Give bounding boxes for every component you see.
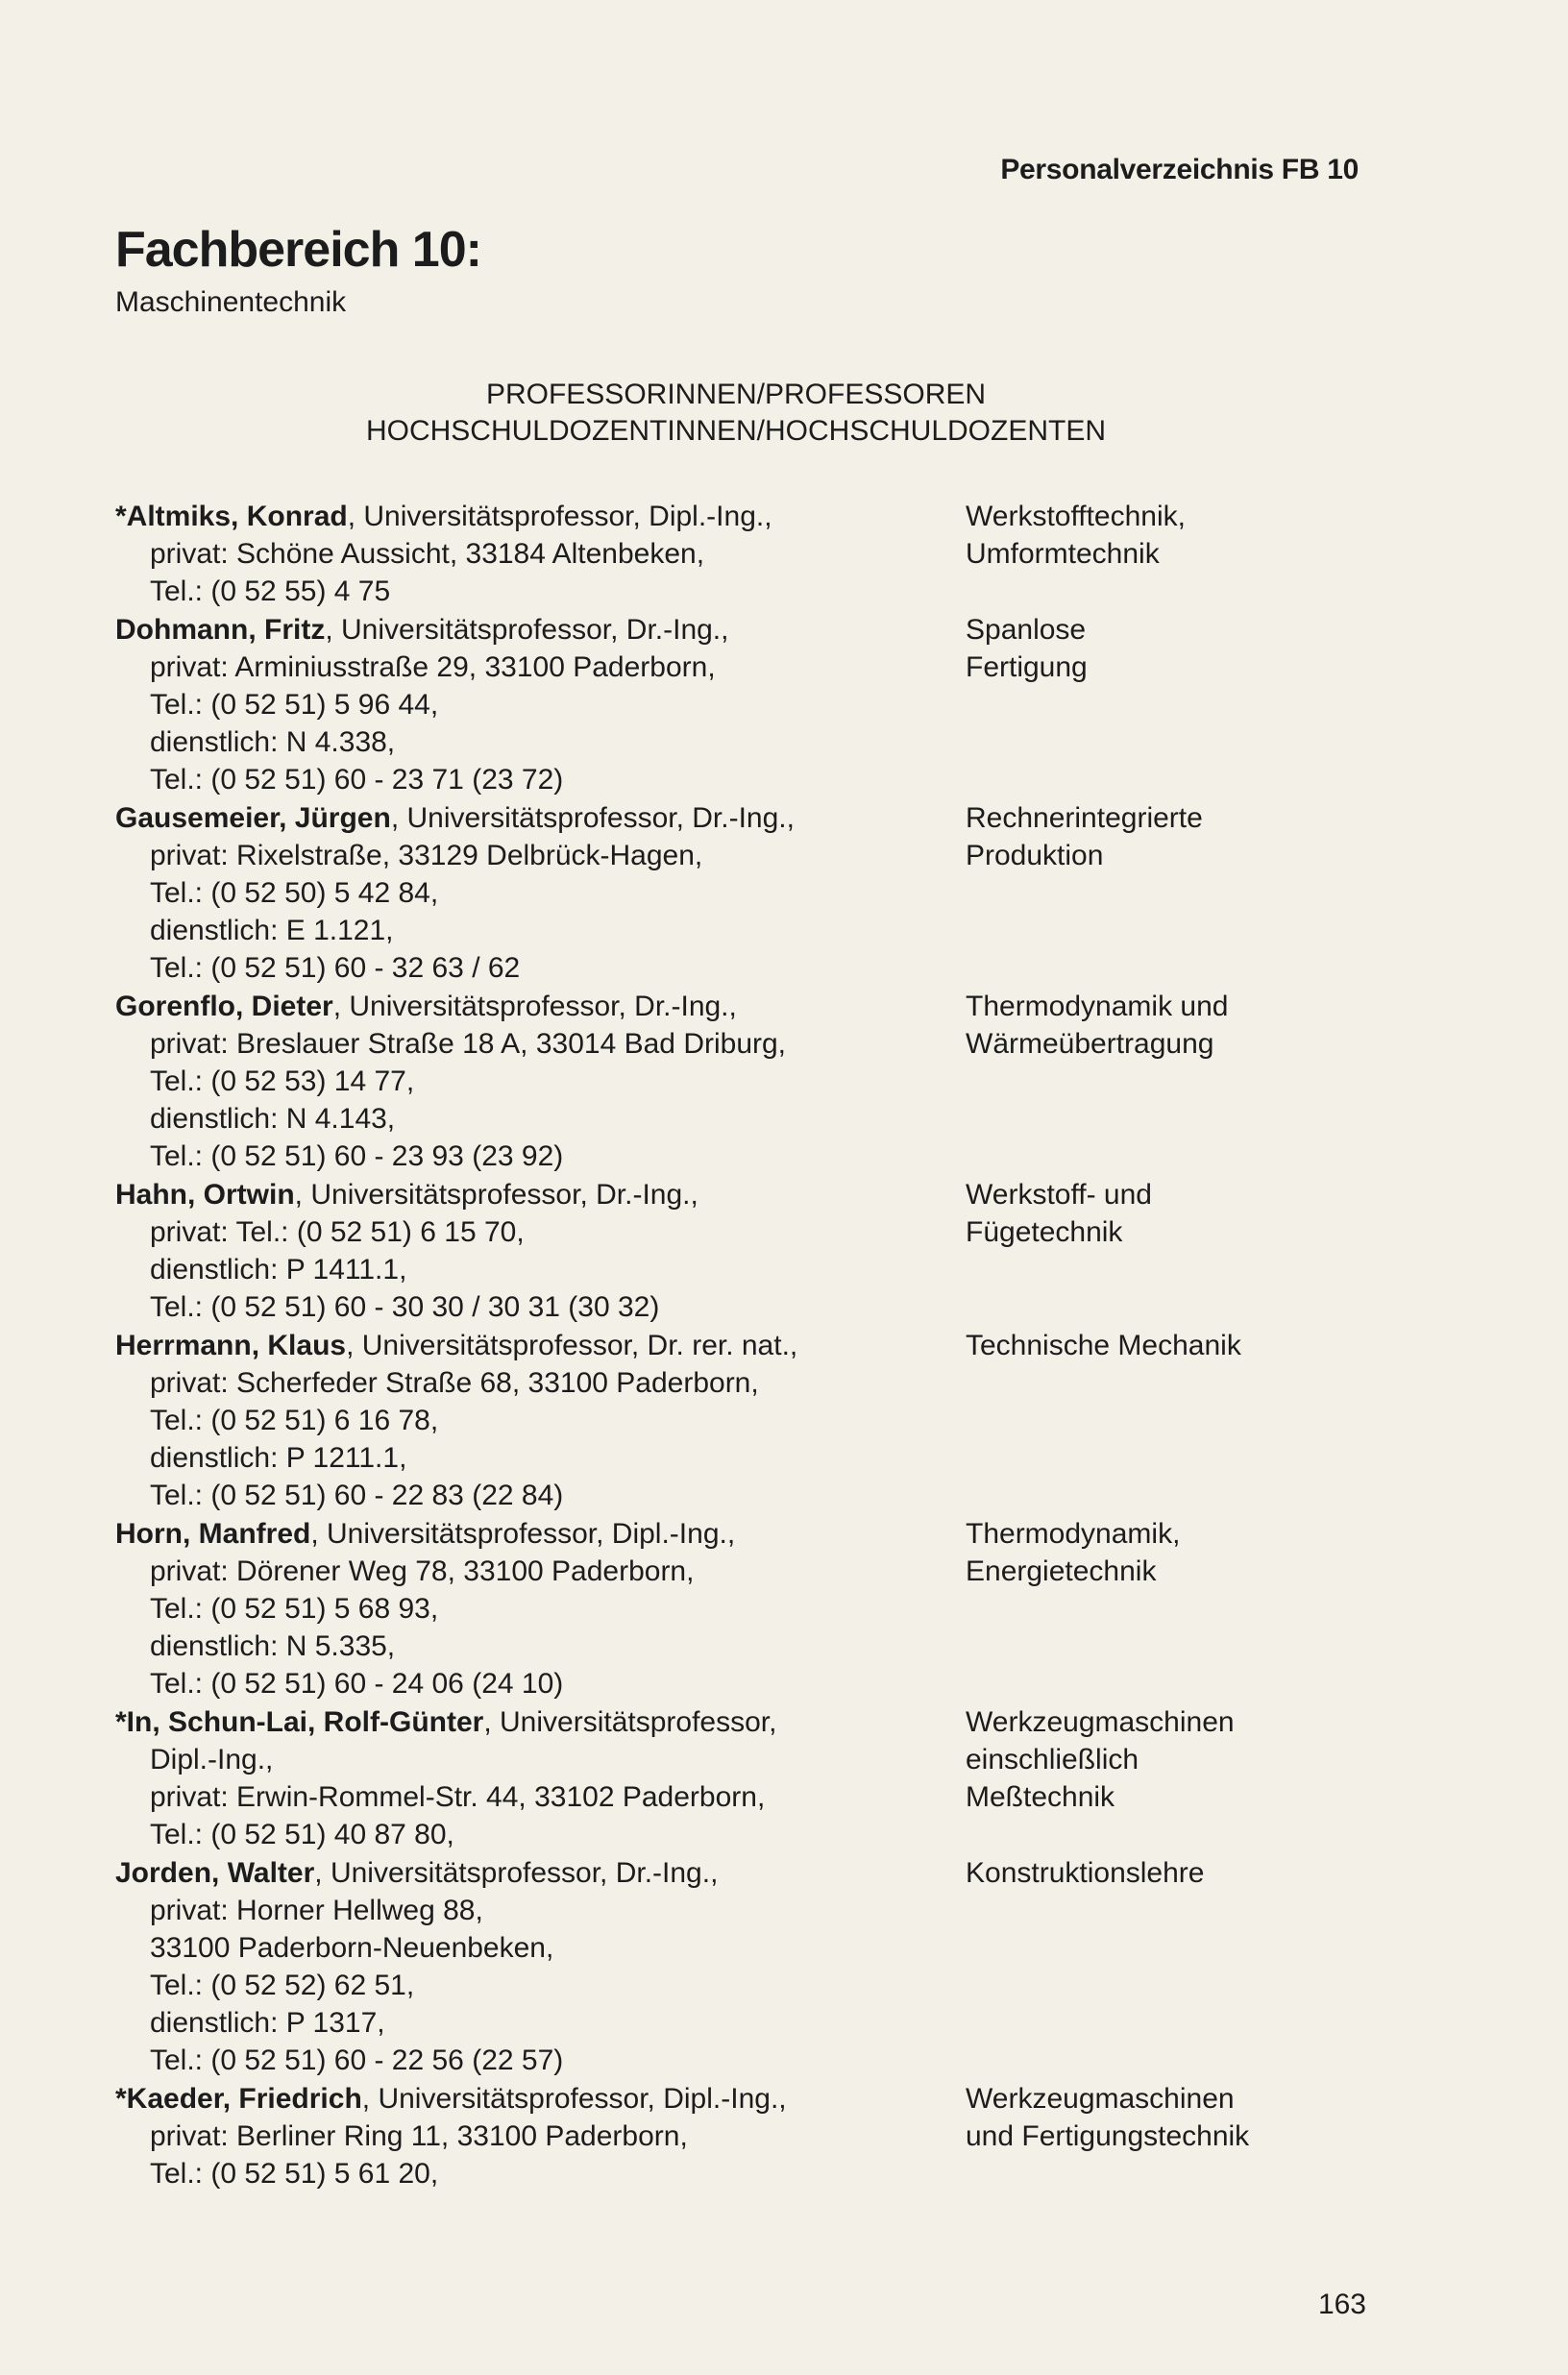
staff-field-line: einschließlich: [966, 1744, 1139, 1775]
staff-title: Universitätsprofessor, Dipl.-Ing.,: [363, 501, 772, 532]
section-heading: [0, 377, 1472, 450]
staff-contact-line: Tel.: (0 52 51) 60 - 32 63 / 62: [150, 952, 521, 984]
staff-entry-first-line: Hahn, Ortwin, Universitätsprofessor, Dr.-Ing.,: [115, 1179, 698, 1211]
staff-field: [966, 2080, 1307, 2192]
staff-field-line: Werkstofftechnik,: [966, 501, 1186, 532]
staff-name: Dohmann, Fritz: [115, 614, 326, 646]
staff-field: [966, 498, 1307, 610]
staff-contact-line: dienstlich: E 1.121,: [150, 915, 394, 946]
staff-title: Universitätsprofessor, Dr.-Ing.,: [406, 802, 795, 834]
staff-contact-line: Tel.: (0 52 51) 5 68 93,: [150, 1593, 439, 1625]
staff-contact-line: privat: Arminiusstraße 29, 33100 Paderborn,: [150, 651, 716, 683]
staff-entry-first-line: Dohmann, Fritz, Universitätsprofessor, Dr.-Ing.,: [115, 614, 729, 646]
staff-entry-details: [115, 1515, 966, 1702]
staff-field-line: Wärmeübertragung: [966, 1028, 1214, 1060]
staff-entry: [115, 1515, 1307, 1702]
staff-title: Universitätsprofessor, Dr.-Ing.,: [341, 614, 729, 646]
staff-entry: [115, 799, 1307, 987]
staff-contact-line: privat: Rixelstraße, 33129 Delbrück-Hagen,: [150, 840, 703, 871]
staff-entry: [115, 498, 1307, 610]
staff-field: [966, 1176, 1307, 1326]
staff-name: Herrmann, Klaus: [115, 1330, 347, 1361]
staff-contact-line: Tel.: (0 52 51) 5 61 20,: [150, 2158, 439, 2190]
staff-name: Gausemeier, Jürgen: [115, 802, 391, 834]
staff-contact-line: privat: Berliner Ring 11, 33100 Paderborn,: [150, 2120, 688, 2152]
section-heading-line-2: HOCHSCHULDOZENTINNEN/HOCHSCHULDOZENTEN: [365, 415, 1107, 447]
staff-entry-first-line: Jorden, Walter, Universitätsprofessor, Dr.-Ing.,: [115, 1857, 719, 1889]
staff-entry-details: [115, 1854, 966, 2079]
staff-entry: [115, 1703, 1307, 1853]
staff-field-line: Produktion: [966, 840, 1104, 871]
staff-contact-line: Tel.: (0 52 51) 5 96 44,: [150, 689, 439, 721]
staff-field-line: Rechnerintegrierte: [966, 802, 1203, 834]
staff-entry: [115, 1176, 1307, 1326]
staff-name: Jorden, Walter: [115, 1857, 315, 1889]
staff-contact-line: Tel.: (0 52 51) 60 - 23 71 (23 72): [150, 764, 564, 796]
staff-field: [966, 988, 1307, 1175]
staff-contact-line: privat: Dörener Weg 78, 33100 Paderborn,: [150, 1555, 695, 1587]
section-heading-line-1: PROFESSORINNEN/PROFESSOREN: [485, 379, 987, 410]
staff-entry-first-line: *Kaeder, Friedrich, Universitätsprofessor, Dipl.-Ing.,: [115, 2083, 787, 2115]
staff-entry-details: [115, 1703, 966, 1853]
staff-contact-line: dienstlich: P 1411.1,: [150, 1254, 407, 1285]
staff-field-line: Technische Mechanik: [966, 1330, 1241, 1361]
staff-entry-details: [115, 611, 966, 798]
staff-field-line: Thermodynamik,: [966, 1518, 1181, 1550]
staff-field-line: Werkstoff- und: [966, 1179, 1152, 1211]
staff-field-line: Meßtechnik: [966, 1781, 1115, 1813]
staff-field-line: und Fertigungstechnik: [966, 2120, 1250, 2152]
staff-entry-first-line: *Altmiks, Konrad, Universitätsprofessor, Dipl.-Ing.,: [115, 501, 772, 532]
department-subtitle: Maschinentechnik: [115, 286, 347, 318]
staff-title: Universitätsprofessor, Dr.-Ing.,: [349, 991, 737, 1022]
staff-contact-line: dienstlich: N 5.335,: [150, 1630, 396, 1662]
staff-field-line: Umformtechnik: [966, 538, 1160, 570]
staff-entry-first-line: *In, Schun-Lai, Rolf-Günter, Universitätsprofessor,: [115, 1706, 777, 1738]
staff-name: Gorenflo, Dieter: [115, 991, 333, 1022]
staff-contact-line: Tel.: (0 52 51) 60 - 22 83 (22 84): [150, 1480, 564, 1511]
staff-field-line: Spanlose: [966, 614, 1087, 646]
staff-contact-line: Tel.: (0 52 51) 60 - 30 30 / 30 31 (30 32): [150, 1291, 660, 1323]
staff-field-line: Werkzeugmaschinen: [966, 1706, 1235, 1738]
staff-contact-line: privat: Erwin-Rommel-Str. 44, 33102 Paderborn,: [150, 1781, 766, 1813]
staff-contact-line: dienstlich: P 1317,: [150, 2007, 385, 2039]
staff-name: Hahn, Ortwin: [115, 1179, 295, 1211]
staff-name: Horn, Manfred: [115, 1518, 311, 1550]
staff-entry: [115, 1854, 1307, 2079]
staff-contact-line: Tel.: (0 52 51) 6 16 78,: [150, 1405, 439, 1436]
staff-entry: [115, 611, 1307, 798]
staff-field: [966, 1515, 1307, 1702]
page-number: 163: [1317, 2289, 1366, 2320]
staff-field-line: Werkzeugmaschinen: [966, 2083, 1235, 2115]
staff-entry: [115, 1327, 1307, 1514]
staff-contact-line: Tel.: (0 52 50) 5 42 84,: [150, 877, 439, 909]
staff-name: *Altmiks, Konrad: [115, 501, 348, 532]
staff-field-line: Fügetechnik: [966, 1216, 1123, 1248]
staff-list: [115, 498, 1307, 2193]
staff-title: Universitätsprofessor, Dipl.-Ing.,: [378, 2083, 787, 2115]
staff-contact-line: dienstlich: P 1211.1,: [150, 1442, 407, 1474]
staff-contact-line: Tel.: (0 52 51) 60 - 24 06 (24 10): [150, 1668, 564, 1700]
staff-contact-line: Tel.: (0 52 55) 4 75: [150, 575, 391, 607]
staff-contact-line: Tel.: (0 52 53) 14 77,: [150, 1065, 415, 1097]
staff-contact-line: Tel.: (0 52 51) 60 - 23 93 (23 92): [150, 1140, 564, 1172]
staff-contact-line: privat: Horner Hellweg 88,: [150, 1895, 483, 1926]
staff-title: Universitätsprofessor, Dr.-Ing.,: [310, 1179, 698, 1211]
staff-entry-details: [115, 498, 966, 610]
staff-field-line: Thermodynamik und: [966, 991, 1229, 1022]
department-title: Fachbereich 10:: [115, 222, 481, 278]
staff-entry: [115, 988, 1307, 1175]
staff-field: [966, 1703, 1307, 1853]
staff-contact-line: Tel.: (0 52 52) 62 51,: [150, 1970, 415, 2001]
staff-field: [966, 1854, 1307, 2079]
staff-field-line: Konstruktionslehre: [966, 1857, 1205, 1889]
staff-field: [966, 799, 1307, 987]
staff-entry-first-line: Herrmann, Klaus, Universitätsprofessor, Dr. rer. nat.,: [115, 1330, 798, 1361]
staff-entry-details: [115, 799, 966, 987]
staff-title: Universitätsprofessor, Dr.-Ing.,: [330, 1857, 719, 1889]
staff-title: Universitätsprofessor, Dr. rer. nat.,: [361, 1330, 798, 1361]
staff-entry-details: [115, 1327, 966, 1514]
staff-entry-details: [115, 2080, 966, 2192]
staff-contact-line: dienstlich: N 4.143,: [150, 1103, 396, 1135]
staff-field: [966, 611, 1307, 798]
staff-field-line: Fertigung: [966, 651, 1088, 683]
staff-contact-line: Dipl.-Ing.,: [150, 1744, 274, 1775]
staff-entry-first-line: Horn, Manfred, Universitätsprofessor, Dipl.-Ing.,: [115, 1518, 736, 1550]
staff-entry-details: [115, 988, 966, 1175]
staff-entry-first-line: Gorenflo, Dieter, Universitätsprofessor, Dr.-Ing.,: [115, 991, 737, 1022]
staff-contact-line: privat: Scherfeder Straße 68, 33100 Paderborn,: [150, 1367, 759, 1399]
staff-name: *In, Schun-Lai, Rolf-Günter: [115, 1706, 484, 1738]
staff-entry: [115, 2080, 1307, 2192]
staff-contact-line: 33100 Paderborn-Neuenbeken,: [150, 1932, 554, 1964]
staff-contact-line: Tel.: (0 52 51) 60 - 22 56 (22 57): [150, 2044, 564, 2076]
staff-entry-first-line: Gausemeier, Jürgen, Universitätsprofessor, Dr.-Ing.,: [115, 802, 795, 834]
staff-field-line: Energietechnik: [966, 1555, 1157, 1587]
staff-contact-line: privat: Tel.: (0 52 51) 6 15 70,: [150, 1216, 525, 1248]
staff-contact-line: dienstlich: N 4.338,: [150, 726, 396, 758]
staff-entry-details: [115, 1176, 966, 1326]
staff-contact-line: privat: Breslauer Straße 18 A, 33014 Bad Driburg,: [150, 1028, 787, 1060]
staff-contact-line: Tel.: (0 52 51) 40 87 80,: [150, 1819, 454, 1850]
running-header: Personalverzeichnis FB 10: [1000, 154, 1359, 185]
staff-contact-line: privat: Schöne Aussicht, 33184 Altenbeken,: [150, 538, 705, 570]
staff-title: Universitätsprofessor,: [500, 1706, 777, 1738]
staff-title: Universitätsprofessor, Dipl.-Ing.,: [327, 1518, 736, 1550]
staff-field: [966, 1327, 1307, 1514]
staff-name: *Kaeder, Friedrich: [115, 2083, 362, 2115]
